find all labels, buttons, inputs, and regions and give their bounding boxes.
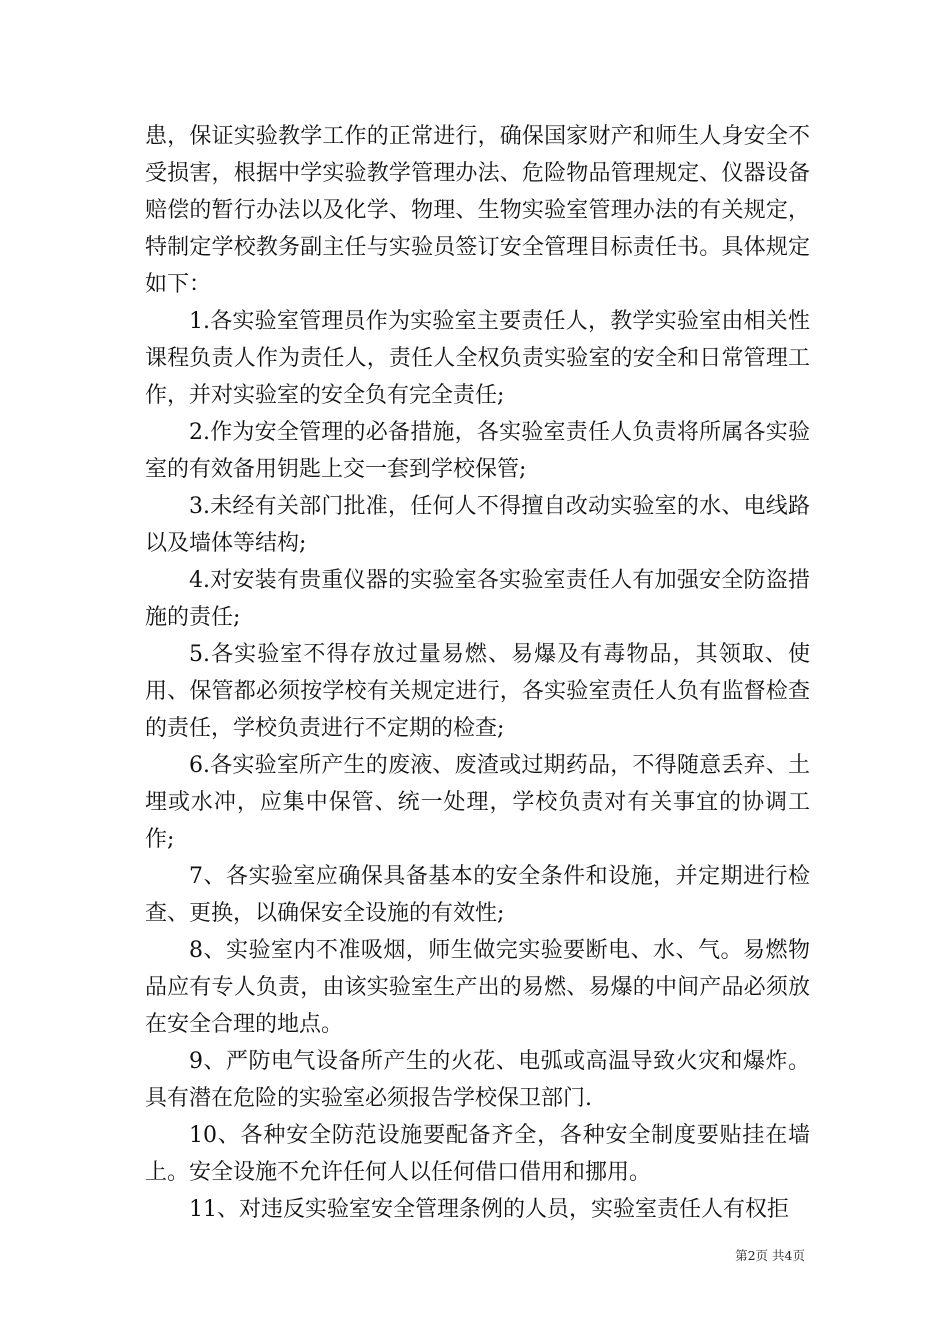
clause-1: 1.各实验室管理员作为实验室主要责任人，教学实验室由相关性课程负责人作为责任人，责任人全权负责实验室的安全和日常管理工作，并对实验室的安全负有完全责任; <box>145 309 810 408</box>
clause-11: 11、对违反实验室安全管理条例的人员，实验室责任人有权拒 <box>189 1197 789 1222</box>
clause-6: 6.各实验室所产生的废液、废渣或过期药品，不得随意丢弃、土埋或水冲，应集中保管、统一处理，学校负责对有关事宜的协调工作; <box>145 753 810 852</box>
clause-2: 2.作为安全管理的必备措施，各实验室责任人负责将所属各实验室的有效备用钥匙上交一套到学校保管; <box>145 420 810 482</box>
clause-8: 8、实验室内不准吸烟，师生做完实验要断电、水、气。易燃物品应有专人负责，由该实验室生产出的易燃、易爆的中间产品必须放在安全合理的地点。 <box>145 938 810 1037</box>
clause-10: 10、各种安全防范设施要配备齐全，各种安全制度要贴挂在墙上。安全设施不允许任何人以任何借口借用和挪用。 <box>145 1123 810 1185</box>
clause-9: 9、严防电气设备所产生的火花、电弧或高温导致火灾和爆炸。具有潜在危险的实验室必须报告学校保卫部门. <box>145 1049 810 1111</box>
clause-4: 4.对安装有贵重仪器的实验室各实验室责任人有加强安全防盗措施的责任; <box>145 568 810 630</box>
clause-5: 5.各实验室不得存放过量易燃、易爆及有毒物品，其领取、使用、保管都必须按学校有关规定进行，各实验室责任人负有监督检查的责任，学校负责进行不定期的检查; <box>145 642 810 741</box>
intro-paragraph: 患，保证实验教学工作的正常进行，确保国家财产和师生人身安全不受损害，根据中学实验教学管理办法、危险物品管理规定、仪器设备赔偿的暂行办法以及化学、物理、生物实验室管理办法的有关规定，特制定学校教务副主任与实验员签订安全管理目标责任书。具体规定如下： <box>145 124 810 297</box>
page-number-footer: 第2页 共4页 <box>735 1248 805 1263</box>
clause-3: 3.未经有关部门批准，任何人不得擅自改动实验室的水、电线路以及墙体等结构; <box>145 494 810 556</box>
document-body <box>145 118 810 1228</box>
clause-7: 7、各实验室应确保具备基本的安全条件和设施，并定期进行检查、更换，以确保安全设施的有效性; <box>145 864 810 926</box>
